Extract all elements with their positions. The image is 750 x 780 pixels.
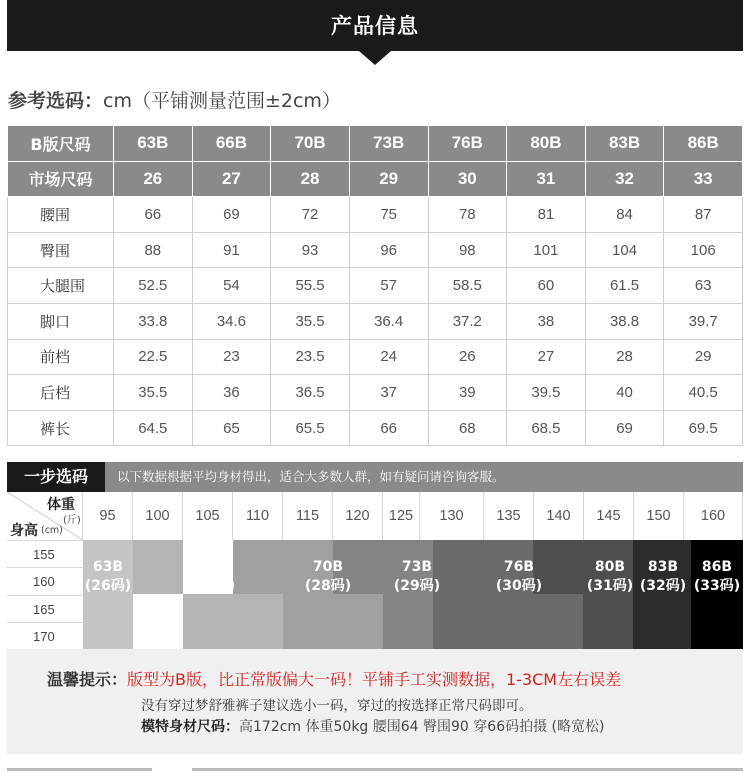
row-label: 后档: [8, 375, 114, 411]
size-cell: 36.4: [349, 303, 428, 339]
size-selector-grid: [7, 492, 743, 649]
weight-cell: 105: [183, 492, 233, 540]
size-zone-label: [172, 558, 252, 596]
size-cell: 28: [585, 339, 664, 375]
model-label: 模特身材尺码：: [141, 719, 239, 735]
size-cell: 27: [192, 161, 271, 197]
size-cell: 104: [585, 232, 664, 268]
height-cell: 170: [7, 622, 83, 649]
size-cell: 57: [349, 268, 428, 304]
size-zone-label: [377, 558, 457, 596]
row-label: B版尺码: [8, 126, 114, 162]
row-label: 裤长: [8, 410, 114, 446]
size-cell: 52.5: [114, 268, 193, 304]
size-cell: 96: [349, 232, 428, 268]
size-row: [8, 232, 743, 268]
header-banner: [7, 0, 743, 51]
row-label: 前档: [8, 339, 114, 375]
size-cell: 23: [192, 339, 271, 375]
size-cell: 39.5: [507, 375, 586, 411]
height-label: 身高: [10, 523, 38, 539]
size-cell: 63B: [114, 126, 193, 162]
size-cell: 63: [664, 268, 743, 304]
size-zone-block: [283, 594, 383, 649]
size-row: [8, 197, 743, 233]
zone-size: 76B: [503, 559, 535, 575]
size-cell: 78: [428, 197, 507, 233]
weight-header-row: [83, 492, 743, 540]
size-header-row: [8, 161, 743, 197]
row-label: 市场尺码: [8, 161, 114, 197]
size-cell: 106: [664, 232, 743, 268]
row-label: 臀围: [8, 232, 114, 268]
size-cell: 68: [428, 410, 507, 446]
size-table: [7, 125, 743, 446]
size-cell: 58.5: [428, 268, 507, 304]
grid-corner: [7, 492, 83, 540]
size-cell: 33.8: [114, 303, 193, 339]
size-cell: 35.5: [114, 375, 193, 411]
size-cell: 84: [585, 197, 664, 233]
zone-size: 73B: [401, 559, 433, 575]
footer-divider: [192, 768, 743, 771]
size-row: [8, 268, 743, 304]
size-cell: 87: [664, 197, 743, 233]
size-zone-label: [677, 558, 750, 596]
size-cell: 98: [428, 232, 507, 268]
reference-text: cm（平铺测量范围±2cm）: [103, 90, 341, 112]
step-description: 以下数据根据平均身材得出，适合大多数人群，如有疑问请咨询客服。: [117, 469, 505, 484]
size-row: [8, 303, 743, 339]
zone-size: 63B: [92, 559, 124, 575]
size-cell: 86B: [664, 126, 743, 162]
tip-highlight: 版型为B版，比正常版偏大一码！平铺手工实测数据，1-3CM左右误差: [127, 670, 622, 689]
weight-cell: 115: [283, 492, 333, 540]
row-label: 腰围: [8, 197, 114, 233]
size-cell: 38: [507, 303, 586, 339]
size-zone-block: [433, 594, 583, 649]
size-cell: 38.8: [585, 303, 664, 339]
weight-cell: 100: [133, 492, 183, 540]
size-cell: 64.5: [114, 410, 193, 446]
step-tag: 一步选码: [7, 462, 105, 492]
height-unit: (cm): [41, 525, 63, 536]
size-zones: [83, 540, 743, 649]
zone-market-size: (29码): [393, 578, 441, 594]
size-cell: 29: [664, 339, 743, 375]
weight-cell: 95: [83, 492, 133, 540]
size-cell: 93: [271, 232, 350, 268]
size-zone-label: [288, 558, 368, 596]
size-cell: 69: [585, 410, 664, 446]
size-cell: 69: [192, 197, 271, 233]
size-cell: 24: [349, 339, 428, 375]
weight-cell: 125: [383, 492, 420, 540]
size-cell: 81: [507, 197, 586, 233]
row-label: 大腿围: [8, 268, 114, 304]
size-zone-block: [383, 594, 433, 649]
reference-label: 参考选码：: [8, 90, 104, 112]
zone-size: 83B: [647, 559, 679, 575]
size-cell: 37: [349, 375, 428, 411]
size-cell: 22.5: [114, 339, 193, 375]
zone-market-size: (31码): [586, 578, 634, 594]
size-cell: 39: [428, 375, 507, 411]
zone-size: 66B: [196, 559, 228, 575]
weight-unit: (斤): [63, 515, 81, 526]
size-row: [8, 339, 743, 375]
size-cell: 70B: [271, 126, 350, 162]
size-cell: 36.5: [271, 375, 350, 411]
size-cell: 34.6: [192, 303, 271, 339]
size-cell: 88: [114, 232, 193, 268]
tips-box: [7, 649, 743, 754]
height-cell: 165: [7, 595, 83, 622]
weight-label: 体重: [47, 497, 75, 513]
tip-heading: 温馨提示：: [47, 670, 128, 689]
size-cell: 31: [507, 161, 586, 197]
size-cell: 55.5: [271, 268, 350, 304]
tip-highlight-line: [47, 667, 621, 690]
size-cell: 40.5: [664, 375, 743, 411]
tip-advice: 没有穿过梦舒雅裤子建议选小一码，穿过的按选择正常尺码即可。: [141, 698, 533, 714]
size-row: [8, 410, 743, 446]
size-cell: 75: [349, 197, 428, 233]
size-cell: 39.7: [664, 303, 743, 339]
size-cell: 33: [664, 161, 743, 197]
size-cell: 54: [192, 268, 271, 304]
height-cell: 160: [7, 567, 83, 594]
footer-divider: [7, 768, 152, 771]
size-cell: 61.5: [585, 268, 664, 304]
zone-size: 86B: [701, 559, 733, 575]
size-cell: 66B: [192, 126, 271, 162]
size-cell: 68.5: [507, 410, 586, 446]
zone-market-size: (28码): [304, 578, 352, 594]
size-cell: 28: [271, 161, 350, 197]
size-cell: 37.2: [428, 303, 507, 339]
zone-market-size: (32码): [639, 578, 687, 594]
size-cell: 72: [271, 197, 350, 233]
size-row: [8, 375, 743, 411]
size-cell: 65.5: [271, 410, 350, 446]
zone-size: 80B: [594, 559, 626, 575]
weight-cell: 135: [484, 492, 534, 540]
height-cell: 155: [7, 540, 83, 567]
size-cell: 27: [507, 339, 586, 375]
tip-model-line: [141, 716, 604, 736]
model-text: 高172cm 体重50kg 腰围64 臀围90 穿66码拍摄 (略宽松): [239, 719, 605, 735]
size-cell: 69.5: [664, 410, 743, 446]
zone-market-size: (30码): [495, 578, 543, 594]
size-zone-block: [583, 594, 633, 649]
size-cell: 65: [192, 410, 271, 446]
size-cell: 101: [507, 232, 586, 268]
weight-cell: 120: [333, 492, 383, 540]
size-cell: 91: [192, 232, 271, 268]
size-cell: 36: [192, 375, 271, 411]
size-cell: 35.5: [271, 303, 350, 339]
size-cell: 80B: [507, 126, 586, 162]
weight-cell: 140: [534, 492, 584, 540]
reference-line: [8, 86, 341, 113]
zone-market-size: (26码): [84, 578, 132, 594]
banner-arrow: [359, 51, 391, 65]
size-cell: 73B: [349, 126, 428, 162]
size-cell: 66: [114, 197, 193, 233]
weight-cell: 160: [684, 492, 743, 540]
weight-cell: 145: [584, 492, 634, 540]
zone-market-size: (27码): [188, 578, 236, 594]
size-cell: 32: [585, 161, 664, 197]
size-cell: 40: [585, 375, 664, 411]
size-cell: 60: [507, 268, 586, 304]
step-bar: [7, 462, 743, 492]
size-cell: 83B: [585, 126, 664, 162]
zone-size: 70B: [312, 559, 344, 575]
page-title: 产品信息: [331, 14, 419, 38]
weight-cell: 110: [233, 492, 283, 540]
weight-cell: 150: [634, 492, 684, 540]
size-cell: 26: [428, 339, 507, 375]
size-header-row: [8, 126, 743, 162]
size-cell: 66: [349, 410, 428, 446]
size-zone-label: [68, 558, 148, 596]
zone-market-size: (33码): [693, 578, 741, 594]
size-zone-label: [479, 558, 559, 596]
size-cell: 30: [428, 161, 507, 197]
size-cell: 23.5: [271, 339, 350, 375]
row-label: 脚口: [8, 303, 114, 339]
size-cell: 29: [349, 161, 428, 197]
size-cell: 76B: [428, 126, 507, 162]
weight-cell: 130: [420, 492, 484, 540]
size-zone-block: [183, 594, 283, 649]
size-cell: 26: [114, 161, 193, 197]
